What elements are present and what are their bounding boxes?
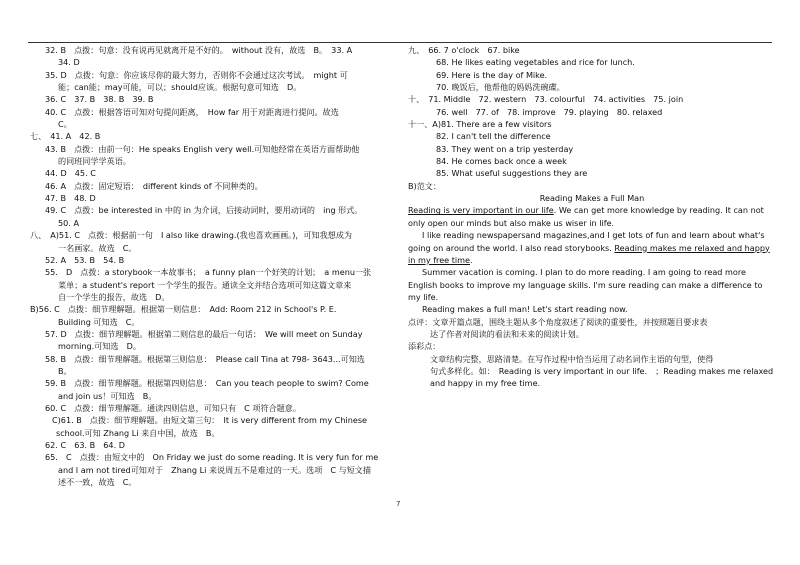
text-line: 55. D 点拨：a storybook一本故事书； a funny plan一个好笑的计划； a menu一张 bbox=[45, 267, 372, 278]
text-line: 十一、A)81. There are a few visitors bbox=[408, 119, 552, 130]
text-line: 点评：文章开篇点题，围绕主题从多个角度叙述了阅读的重要性，并按照题目要求表 bbox=[408, 316, 708, 327]
text-line: 达了作者对阅读的看法和未来的阅读计划。 bbox=[430, 328, 584, 339]
left-column bbox=[30, 44, 396, 488]
text-line: 52. A 53. B 54. B bbox=[45, 254, 125, 265]
text-line: 句式多样化。如： Reading is very important in our life. ；Reading makes me relaxed bbox=[430, 365, 774, 376]
text-line: 八、 A)51. C 点拨：根据前一句 I also like drawing.(我也喜欢画画。)，可知我想成为 bbox=[30, 230, 353, 241]
text-line: 57. D 点拨：细节理解题。根据第二则信息的最后一句话： We will meet on Sunday bbox=[45, 328, 363, 339]
text-line: 58. B 点拨：细节理解题。根据第三则信息： Please call Tina at 798- 3643...可知选 bbox=[45, 353, 365, 364]
text-line: 65. C 点拨：由短文中的 On Friday we just do some reading. It is very fun for me bbox=[45, 452, 379, 463]
text-line: 50. A bbox=[58, 217, 79, 228]
text-line: 43. B 点拨：由前一句：He speaks English very well.可知他经常在英语方面帮助他 bbox=[45, 143, 360, 154]
text-line: Building 可知选 C。 bbox=[58, 316, 140, 327]
essay-paragraph-1: Reading is very important in our life. We can get more knowledge by reading. It can not only open our minds but also make us wiser in life. bbox=[408, 205, 764, 228]
text-line: 的同班同学学英语。 bbox=[58, 156, 131, 167]
text-line: 40. C 点拨：根据答语可知对句提问距离， How far 用于对距离进行提问。故选 bbox=[45, 106, 339, 117]
text-line: 32. B 点拨：句意：没有说再见就离开是不好的。 without 没有，故选 B。 33. A bbox=[45, 45, 353, 55]
text-line: and happy in my free time. bbox=[430, 378, 541, 389]
text-line: 一名画家。故选 C。 bbox=[58, 242, 137, 253]
text-line: morning.可知选 D。 bbox=[58, 341, 141, 352]
commentary bbox=[408, 316, 776, 390]
essay-paragraph-4: Reading makes a full man! Let's start reading now. bbox=[422, 304, 628, 315]
text-line: 76. well 77. of 78. improve 79. playing 80. relaxed bbox=[436, 106, 663, 117]
text-line: 七、 41. A 42. B bbox=[30, 131, 101, 142]
text-line: school.可知 Zhang Li 来自中国，故选 B。 bbox=[56, 427, 220, 438]
right-column bbox=[408, 44, 776, 390]
text-line: 85. What useful suggestions they are bbox=[436, 168, 588, 179]
top-rule bbox=[28, 42, 772, 43]
text-line: 68. He likes eating vegetables and rice for lunch. bbox=[436, 57, 635, 68]
essay-underlined-sentence: Reading is very important in our life bbox=[408, 205, 554, 216]
text-line: 62. C 63. B 64. D bbox=[45, 440, 125, 450]
text-line: 59. B 点拨：细节理解题。根据第四则信息： Can you teach people to swim? Come bbox=[45, 378, 369, 389]
text-line: 83. They went on a trip yesterday bbox=[436, 143, 574, 154]
answer-list-right bbox=[408, 44, 776, 192]
text-line: 自一个学生的报告，故选 D。 bbox=[58, 291, 170, 302]
essay-paragraph-2: I like reading newspapersand magazines,and I get lots of fun and learn about what's going on around the world. I also read storybooks. Reading makes me relaxed and happy in my free time. bbox=[408, 230, 770, 265]
text-line: 49. C 点拨：be interested in 中的 in 为介词，后接动词时，要用动词的 ing 形式。 bbox=[45, 205, 363, 216]
text-line: 84. He comes back once a week bbox=[436, 156, 567, 167]
text-line: 70. 晚饭后，他帮他的妈妈洗碗碟。 bbox=[436, 82, 565, 93]
text-line: and I am not tired可知对于 Zhang Li 来说周五不是难过的一天。选项 C 与短文描 bbox=[58, 464, 371, 475]
text-line: 82. I can't tell the difference bbox=[436, 131, 551, 142]
text-line: 36. C 37. B 38. B 39. B bbox=[45, 94, 154, 105]
text-line: 69. Here is the day of Mike. bbox=[436, 69, 548, 80]
text-line: and join us！可知选 B。 bbox=[58, 390, 157, 401]
text-line: 34. D bbox=[58, 57, 80, 68]
text-line: 文章结构完整，思路清楚。在写作过程中恰当运用了动名词作主语的句型，使得 bbox=[430, 353, 714, 364]
text-line: 44. D 45. C bbox=[45, 168, 96, 179]
text-line: C。 bbox=[58, 119, 72, 130]
text-line: 46. A 点拨：固定短语： different kinds of 不同种类的。 bbox=[45, 180, 263, 191]
text-line: 十、 71. Middle 72. western 73. colourful 74. activities 75. join bbox=[408, 94, 684, 105]
text-line: 47. B 48. D bbox=[45, 193, 96, 204]
text-line: 35. D 点拨：句意：你应该尽你的最大努力，否则你不会通过这次考试。 might 可 bbox=[45, 69, 348, 80]
text-line: 述不一致，故选 C。 bbox=[58, 477, 137, 488]
text-line: C)61. B 点拨：细节理解题。由短文第三句： It is very different from my Chinese bbox=[52, 415, 368, 426]
text-line: 菜单；a student's report 一个学生的报告。通读全文并结合选项可知这篇文章来 bbox=[58, 279, 352, 290]
text-line: 60. C 点拨：细节理解题。通读四则信息，可知只有 C 项符合题意。 bbox=[45, 402, 301, 413]
essay-title: Reading Makes a Full Man bbox=[539, 193, 645, 204]
text-line: 能；can能；may可能，可以；should应该。根据句意可知选 D。 bbox=[58, 82, 302, 93]
essay-paragraph-3: Summer vacation is coming. I plan to do more reading. I am going to read more English books to improve my language skills. I'm sure reading can make a difference to my life. bbox=[408, 267, 763, 302]
page-number: 7 bbox=[396, 500, 401, 508]
text-line: B。 bbox=[58, 365, 72, 376]
text-line: 九、 66. 7 o'clock 67. bike bbox=[408, 45, 520, 55]
essay-underlined-sentence: Reading makes me relaxed and happy in my free time bbox=[408, 242, 770, 265]
text-line: B)范文： bbox=[408, 180, 441, 191]
text-line: 添彩点： bbox=[408, 341, 441, 352]
text-line: B)56. C 点拨：细节理解题。根据第一则信息： Add: Room 212 in School's P. E. bbox=[30, 304, 337, 315]
